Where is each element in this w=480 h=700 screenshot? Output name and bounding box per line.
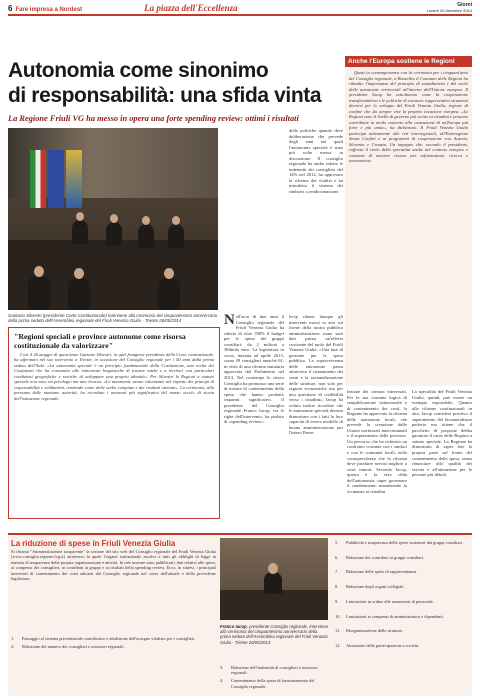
drop-cap: N	[224, 314, 235, 328]
newspaper-page	[8, 4, 472, 696]
list-item: 3. Riduzione dell'indennità di consiglieri e assessori regionali.	[220, 665, 318, 676]
spending-box	[8, 533, 472, 696]
paper-name: Giorni	[457, 2, 472, 8]
article-column-1	[224, 314, 284, 526]
spending-box-intro: Si chiama "Amministrazione trasparente" la sezione del sito web del Consiglio regionale del Friuli Venezia Giulia (www.consiglio.regione.fvg.it) attraverso la quale l'organo istituzionale assolve a tutti gli obblighi di legge in materia di trasparenza della propria organizzazione e attività. In tale sezione sono pubblicati i dati relativi alle spese, ai compensi dei consiglieri, ai contributi ai gruppi e ai risultati della spending review. Ecco, in sintesi, i principali interventi di contenimento dei costi adottati dal Consiglio regionale nel corso dell'attuale e della precedente legislatura.	[11, 549, 216, 582]
spending-list-c	[335, 540, 470, 658]
spending-box-photo-caption: Franco Iacop, presidente Consiglio regionale, interviene alla cerimonia del cinquantesimo anniversario della prima seduta dell'Assemblea regionale del Friuli Venezia Giulia - Trieste 26/05/2014	[220, 624, 328, 645]
list-item: 4. Contenimento della spesa di funzionamento del Consiglio regionale.	[220, 678, 315, 689]
photo-caption: Gaetano Silvestri (presidente Corte Costituzionale) interviene alla cerimonia del cinquantesimo anniversario della prima seduta dell'Assemblea regionale del Friuli Venezia Giulia - Trieste 26/05/2014	[8, 313, 218, 324]
article-subheadline: La Regione Friuli VG ha messo in opera una forte spending review: ottimi i risultati	[8, 114, 299, 123]
column-1-text: ell'arco di due anni il Consiglio regionale del Friuli Venezia Giulia ha ridotto di oltre l'80% il budget per le spese dei gruppi consiliari: da 2 milioni a 384mila euro. La legislatura in corso, iniziata ad aprile 2013, conta 49 consiglieri anziché 61, in virtù di una riforma statutaria approvata dal Parlamento nel 2013. Nel contempo lo stesso Consiglio ha promosso una serie di misure di contenimento della spesa che hanno prodotto risparmi significativi. Il presidente del Consiglio regionale Franco Iacop, tra le righe dell'intervento, ha parlato di «spending review».	[224, 314, 284, 425]
section-label: Fare impresa a Nordest	[15, 7, 83, 13]
list-item: 7. Riduzione delle spese di rappresentanza.	[335, 569, 418, 575]
spending-list-b	[220, 665, 328, 692]
list-item: 10. Limitazioni ai compensi di amministratori e dipendenti.	[335, 613, 444, 619]
masthead-info	[427, 3, 472, 13]
headline-line-1: Autonomia come sinonimo	[8, 59, 269, 82]
section-title: La piazza dell'Eccellenza	[144, 3, 238, 13]
list-item: 12. Attuazione della partecipazione a società.	[335, 642, 420, 648]
list-item: 5. Pubblicità e trasparenza delle spese sostenute dai gruppi consiliari.	[335, 540, 464, 545]
page-number: 6	[8, 4, 13, 13]
page-header	[8, 4, 472, 16]
column-4-text: lezione dei comuni interessati. Per la sua costante logica di semplificazione istituzionale e di contenimento dei costi, la Regione ha approvato la riforma delle autonomie locali, che prevede la creazione delle Unioni territoriali intercomunali e il superamento delle province. Un percorso che ha richiesto un confronto costante con i sindaci e con le comunità locali, nella consapevolezza che la riforma deve produrre servizi migliori a costi minori. Secondo Iacop, questa è la vera sfida dell'autonomia: saper governare il cambiamento mantenendo la vicinanza ai cittadini.	[347, 389, 407, 494]
column-5-text: La specialità del Friuli Venezia Giulia, quindi, può essere un esempio esportabile. Quanto alle riforme costituzionali in atto, Iacop considera positivo il superamento del bicameralismo perfetto ma ritiene che il pacchetto di proposte debba garantire il ruolo delle Regioni a statuto speciale. La Regione ha dimostrato di saper fare la propria parte sul fronte del contenimento della spesa, senza rinunciare alla qualità dei servizi e all'attenzione per le persone più deboli.	[412, 389, 472, 478]
article-column-2	[289, 128, 343, 304]
column-2-text: delle politiche quando deve deliberazione che prevede degli anni nei quali l'autonomia speciale è stata più volte messa in discussione. Il consiglio regionale ha anche ridotto le indennità dei consiglieri del 14% nel 2012, ha approvato la riforma dei vitalizi e ha introdotto il sistema dei rimborsi a rendicontazione.	[289, 128, 343, 195]
list-item: 11. Riorganizzazione delle strutture.	[335, 628, 404, 634]
quote-box	[8, 327, 220, 519]
list-item: 8. Riduzione degli organi collegiali.	[335, 584, 405, 590]
article-photo	[8, 128, 218, 310]
sidebar-text: Quasi in contemporanea con la cerimonia per i cinquant'anni del Consiglio regionale, a Bruxelles il Comitato delle Regioni ha ribadito l'importanza del principio di sussidiarietà e del ruolo delle autonomie territoriali all'interno dell'Unione europea. Il presidente Iacop ha sottolineato come la cooperazione transfrontaliera e le politiche di coesione rappresentino strumenti decisivi per lo sviluppo del Friuli Venezia Giulia, regione di confine che da sempre vive la propria vocazione europea. «Le Regioni sono il livello di governo più vicino ai cittadini e possono contribuire in modo concreto alla costruzione di un'Europa più forte e più unita», ha dichiarato. Il Friuli Venezia Giulia partecipa attivamente alle reti interregionali, all'Euroregione Senza Confini e ai programmi di cooperazione con Austria, Slovenia e Croazia. Un impegno che, secondo il presidente, rafforza il ruolo della specialità anche nel contesto europeo e consente di attrarre risorse per infrastrutture, ricerca e innovazione.	[349, 70, 468, 163]
article-column-4	[347, 389, 407, 527]
spending-box-photo	[220, 538, 328, 620]
issue-date: Lunedì 29 dicembre 2014	[426, 8, 472, 13]
spending-box-title: La riduzione di spese in Friuli Venezia Giulia	[11, 539, 176, 548]
column-3-text: lecip ritiene dunque gli interventi mossi in atto sul fronte della nostra pubblica amministrazione siano stati dati prima un'offerta cosciente del ruolo del Friuli Venezia Giulia: «Una fase di gestione per la spesa pubblica. La sopravvivenza delle autonomie passa attraverso il risanamento dei conti e la razionalizzazione delle strutture, non solo per ragioni economiche ma per una questione di credibilità verso i cittadini». Iacop ha voluto inoltre ricordare che le autonomie speciali devono dimostrare con i fatti la loro capacità di essere modello di buona amministrazione per l'intero Paese.	[289, 314, 343, 436]
sidebar-box	[345, 56, 472, 386]
sidebar-title: Anche l'Europa sostiene le Regioni	[345, 56, 472, 67]
article-column-3	[289, 314, 343, 526]
article-headline	[8, 58, 344, 108]
list-item: 9. Limitazioni in ordine alle assunzioni di personale.	[335, 598, 434, 604]
list-item: 2. Riduzione del numero dei consiglieri e assessori regionali.	[11, 644, 125, 650]
spending-list-a	[11, 636, 216, 652]
article-column-5	[412, 389, 472, 527]
quote-box-text: Così il 26 maggio di quest'anno Gaetano Silvestri, in quel frangente presidente della Corte costituzionale, ha affermato nel suo intervento a Trieste, in occasione del Consiglio regionale per i 50 anni dalla prima seduta dell'Aula. «La autonomia speciale è un principio fondamentale della Costituzione, una scelta dei Costituenti che ha consentito alle minoranze linguistiche di trovare tutela e a territori con particolari condizioni geografiche e storiche di sviluppare una propria identità». Per Silvestri le Regioni a statuto speciale non sono un privilegio ma una risorsa: «Le autonomie vanno valorizzate nel rispetto dei principi di responsabilità e solidarietà, rendendo conto delle scelte compiute e dei risultati ottenuti». La cerimonia, alla presenza delle massime autorità, ha ricordato i momenti più significativi del mezzo secolo di storia dell'istituzione regionale.	[14, 352, 214, 401]
list-item: 6. Riduzione dei contributi ai gruppi consiliari.	[335, 554, 425, 560]
list-item: 1. Passaggio al sistema previdenziale contributivo e abolizione dell'assegno vitalizio per i consiglieri.	[11, 636, 196, 641]
headline-line-2: di responsabilità: una sfida vinta	[8, 84, 322, 107]
quote-box-title: "Regioni speciali e province autonome come risorsa costituzionale da valorizzare"	[14, 332, 186, 350]
